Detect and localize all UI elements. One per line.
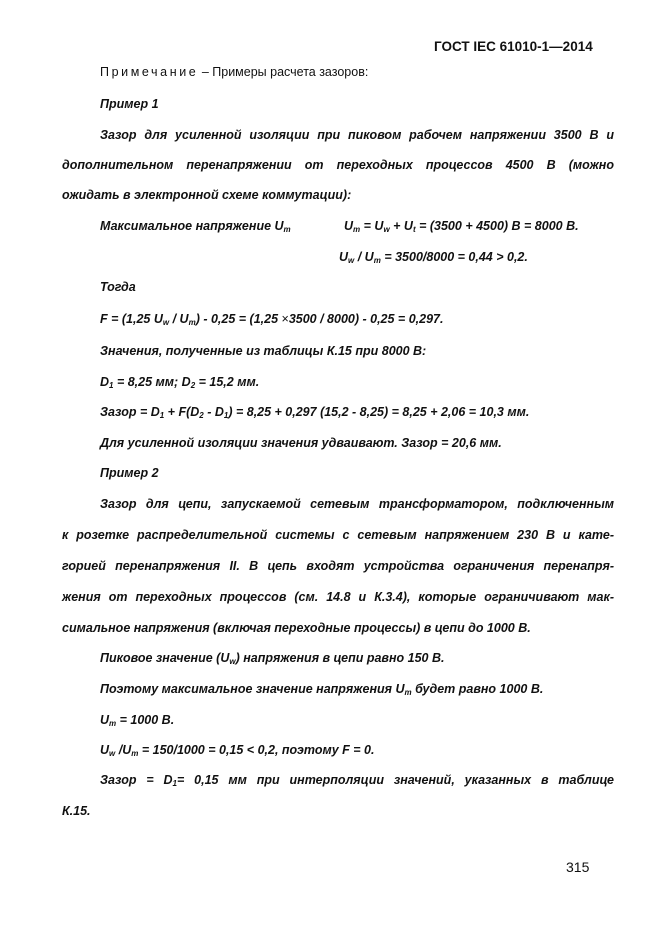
example-2-para-line-1: Зазор для цепи, запускаемой сетевым трансформатором, подключенным — [100, 497, 614, 511]
double-line: Для усиленной изоляции значения удваивают. Зазор = 20,6 мм. — [100, 436, 502, 450]
page-number: 315 — [566, 859, 590, 875]
equation-ratio: $U_w / U_m = 3500/8000 = 0,44 > 0,2$. — [339, 250, 528, 265]
peak-line: Пиковое значение $(U_w)$ напряжения в цепи равно 150 В. — [100, 651, 445, 666]
max-value-line: Поэтому максимальное значение напряжения $U_m$ будет равно 1000 В. — [100, 682, 544, 697]
d-values-line: $D_1 = 8,25$ мм; $D_2 = 15,2$ мм. — [100, 375, 260, 390]
final-gap-line-2: К.15. — [62, 804, 91, 818]
example-1-para-line-3: ожидать в электронной схеме коммутации): — [62, 188, 352, 202]
example-2-para-line-5: симальное напряжения (включая переходные процессы) в цепи до 1000 В. — [62, 621, 531, 635]
note-line — [100, 64, 368, 80]
example-2-para-line-2: к розетке распределительной системы с сетевым напряжением 230 В и кате- — [62, 528, 614, 542]
example-2-para-line-3: горией перенапряжения II. В цепь входят устройства ограничения перенапря- — [62, 559, 614, 573]
example-1-para-line-1: Зазор для усиленной изоляции при пиковом рабочем напряжении 3500 В и — [100, 128, 614, 142]
final-gap-line-1: Зазор = $D_1= 0,15$ мм при интерполяции значений, указанных в таблице — [100, 773, 615, 788]
um-line: $U_m = 1000$ В. — [100, 713, 175, 728]
equation-um: $U_m = U_w + U_t = (3500 + 4500) В = 8000$ В. — [344, 219, 579, 234]
example-1-para-line-2: дополнительном перенапряжении от переходных процессов 4500 В (можно — [62, 158, 614, 172]
example-2-para-line-4: жения от переходных процессов (см. 14.8 и К.3.4), которые ограничивают мак- — [62, 590, 614, 604]
multiply-sign: × — [281, 312, 289, 326]
note-text: – Примеры расчета зазоров: — [198, 65, 369, 79]
note-label: Примечание — [100, 65, 199, 79]
max-voltage-label: Максимальное напряжение $U_m$ — [100, 219, 291, 234]
values-line: Значения, полученные из таблицы К.15 при 8000 В: — [100, 344, 427, 358]
example-1-title: Пример 1 — [100, 97, 159, 111]
gap-equation: Зазор = $D_1 + F(D_2 - D_1) = 8,25 + 0,297$ (15,2 - 8,25) = 8,25 + 2,06 = 10,3 мм. — [100, 405, 530, 420]
document-header: ГОСТ IEC 61010-1—2014 — [434, 39, 593, 54]
ratio-line: $U_w$ $/U_m = 150/1000 = 0,15 < 0,2$, поэтому F = 0. — [100, 743, 375, 758]
then-label: Тогда — [100, 280, 136, 294]
example-2-title: Пример 2 — [100, 466, 159, 480]
f-equation: F = (1,25 $U_w / U_m) - 0,25 = (1,25 \times 3500 / 8000) - 0,25 = 0,297$. — [100, 312, 444, 327]
